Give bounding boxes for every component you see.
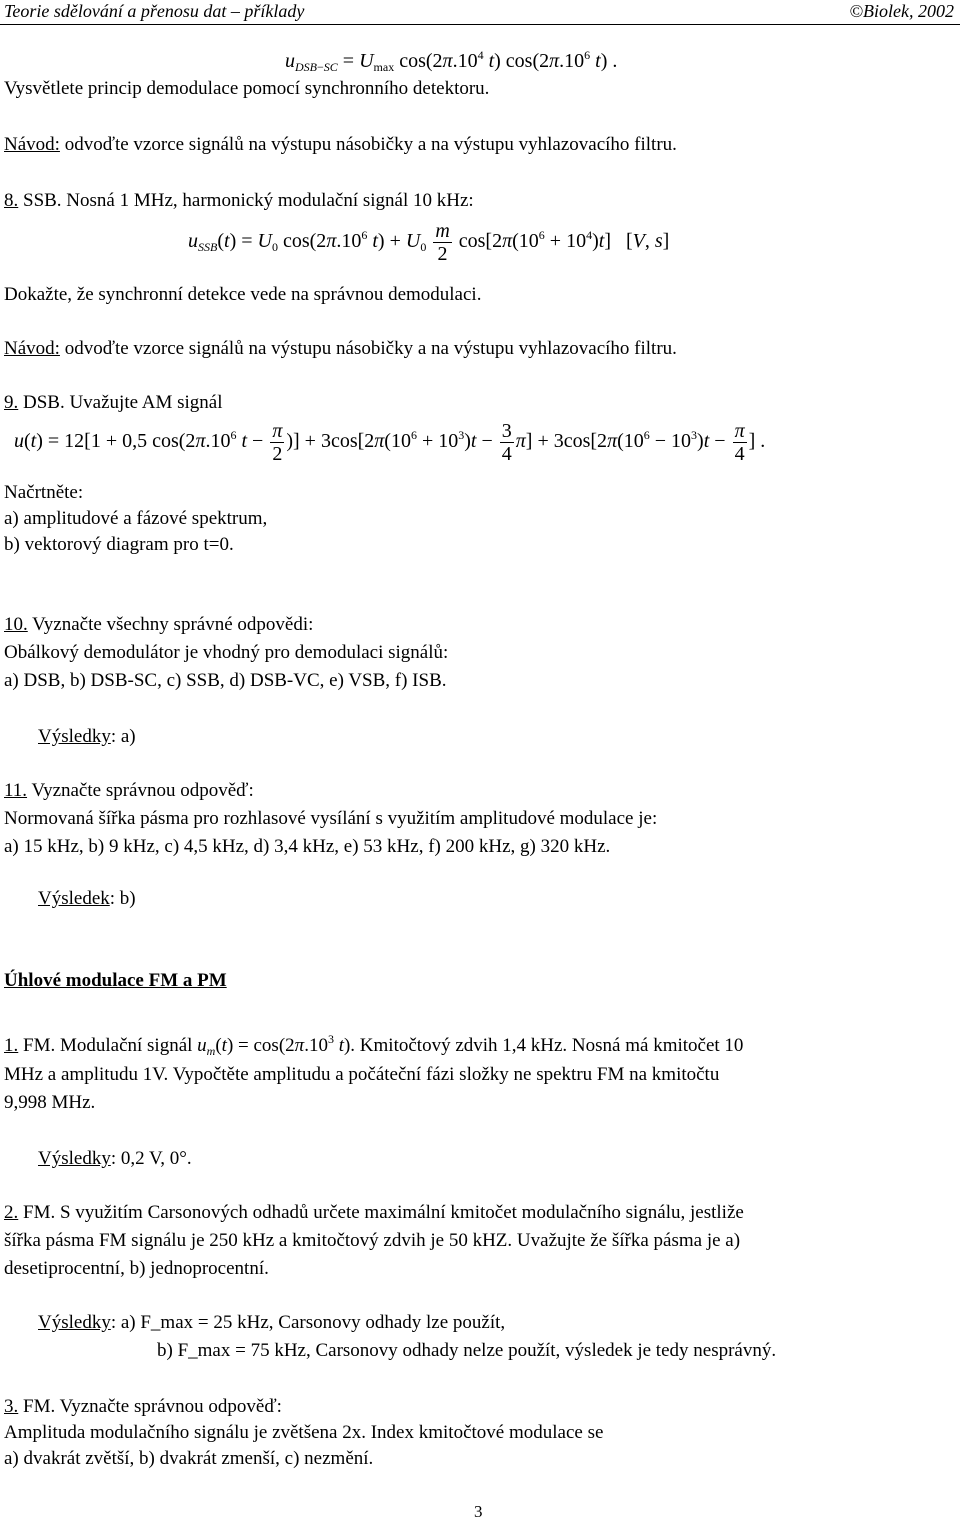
problem-11-heading [4,780,254,802]
fm-3-line3: a) dvakrát zvětší, b) dvakrát zmenší, c) nezmění. [4,1448,374,1469]
fm-2-line3: desetiprocentní, b) jednoprocentní. [4,1258,269,1279]
problem-number: 10. [4,614,28,635]
problem-number: 11. [4,780,28,801]
result-text: : 0,2 V, 0°. [110,1148,192,1169]
fm-1-line1 [4,1028,743,1062]
section-heading: Úhlové modulace FM a PM [4,970,227,991]
equation-dsb-sc: $u_{DSB-SC} = U_{max}$ $\cos(2\pi.10^4$ t) $\cos(2\pi.10^6$ t) . [285,48,618,74]
problem-9-item-a: a) amplitudové a fázové spektrum, [4,508,268,529]
problem-11-line2: Normovaná šířka pásma pro rozhlasové vysílání s využitím amplitudové modulace je: [4,808,658,829]
problem-10-options: a) DSB, b) DSB-SC, c) SSB, d) DSB-VC, e) VSB, f) ISB. [4,670,447,691]
equation-am: u(t) = 12[1 + 0,5 $\cos(2\pi.10^6$ t − $\frac{\pi}{2}$ )] + $3\cos[2\pi(10^6 + 10^3)t$ − $\frac{3}{4}$ $\pi] + 3\cos[2\pi(10^6 - 10^3)t$ − $\frac{\pi}{4}$ ] . [14,420,766,465]
problem-text: SSB. Nosná 1 MHz, harmonický modulační signál 10 kHz: [18,190,474,211]
problem-8-hint [4,338,677,360]
problem-11-options: a) 15 kHz, b) 9 kHz, c) 4,5 kHz, d) 3,4 kHz, e) 53 kHz, f) 200 kHz, g) 320 kHz. [4,836,611,857]
hint-text: odvoďte vzorce signálů na výstupu násobičky a na výstupu vyhlazovacího filtru. [59,338,677,359]
problem-number: 3. [4,1396,19,1417]
problem-9-heading [4,392,223,414]
hint-label: Návod: [4,134,60,155]
hint-label: Návod: [4,338,60,359]
problem-10-line2: Obálkový demodulátor je vhodný pro demodulaci signálů: [4,642,449,663]
problem-number: 2. [4,1202,19,1223]
result-text: : a) [110,726,136,747]
result-text-a: : a) F_max = 25 kHz, Carsonovy odhady lze použít, [110,1312,506,1333]
problem-11-result [38,888,136,910]
page-header [0,0,960,25]
problem-number: 1. [4,1035,19,1056]
fm-2-line2: šířka pásma FM signálu je 250 kHz a kmitočtový zdvih je 50 kHZ. Uvažujte že šířka pásma je a) [4,1230,741,1251]
page-number: 3 [474,1502,483,1521]
problem-8-proof: Dokažte, že synchronní detekce vede na správnou demodulaci. [4,284,482,305]
problem-9-sketch: Načrtněte: [4,482,84,503]
problem-9-item-b: b) vektorový diagram pro t=0. [4,534,234,555]
fm-3-line1 [4,1396,282,1418]
result-text: : b) [109,888,136,909]
problem-10-result [38,726,136,748]
problem-text: FM. S využitím Carsonových odhadů určete maximální kmitočet modulačního signálu, jestliže [18,1202,744,1223]
equation-um: $u_m(t) = \cos(2\pi.10^3$ t) [197,1032,351,1058]
problem-text: FM. Modulační signál [18,1035,198,1056]
result-label: Výsledky [38,1312,111,1333]
fm-2-line1 [4,1202,744,1224]
equation-ssb: $u_{SSB}(t) = U_0$ $\cos(2\pi.10^6$ $t) + U_0$ $\frac{m}{2}$ $\cos[2\pi(10^6 + 10^4)t]$ [V, s] [188,220,670,265]
problem-8-heading [4,190,474,212]
explain-text: Vysvětlete princip demodulace pomocí synchronního detektoru. [4,78,490,99]
problem-text: Vyznačte všechny správné odpovědi: [27,614,314,635]
problem-text: DSB. Uvažujte AM signál [18,392,223,413]
fm-2-result-a [38,1312,505,1334]
fm-3-line2: Amplituda modulačního signálu je zvětšena 2x. Index kmitočtové modulace se [4,1422,604,1443]
fm-1-line2: MHz a amplitudu 1V. Vypočtěte amplitudu a počáteční fázi složky ne spektru FM na kmitočtu [4,1064,720,1085]
fm-2-result-b: b) F_max = 75 kHz, Carsonovy odhady nelze použít, výsledek je tedy nesprávný. [157,1340,777,1361]
problem-text: FM. Vyznačte správnou odpověď: [18,1396,282,1417]
fm-1-result [38,1148,192,1170]
problem-number: 9. [4,392,19,413]
result-label: Výsledek [38,888,110,909]
result-label: Výsledky [38,1148,111,1169]
problem-text: Vyznačte správnou odpověď: [27,780,254,801]
result-label: Výsledky [38,726,111,747]
problem-number: 8. [4,190,19,211]
header-copyright: ©Biolek, 2002 [849,1,954,21]
fm-1-line3: 9,998 MHz. [4,1092,96,1113]
problem-10-heading [4,614,313,636]
hint-paragraph [4,134,677,156]
problem-text-b: . Kmitočtový zdvih 1,4 kHz. Nosná má kmitočet 10 [350,1035,744,1056]
header-title: Teorie sdělování a přenosu dat – příklady [4,1,305,21]
hint-text: odvoďte vzorce signálů na výstupu násobičky a na výstupu vyhlazovacího filtru. [59,134,677,155]
